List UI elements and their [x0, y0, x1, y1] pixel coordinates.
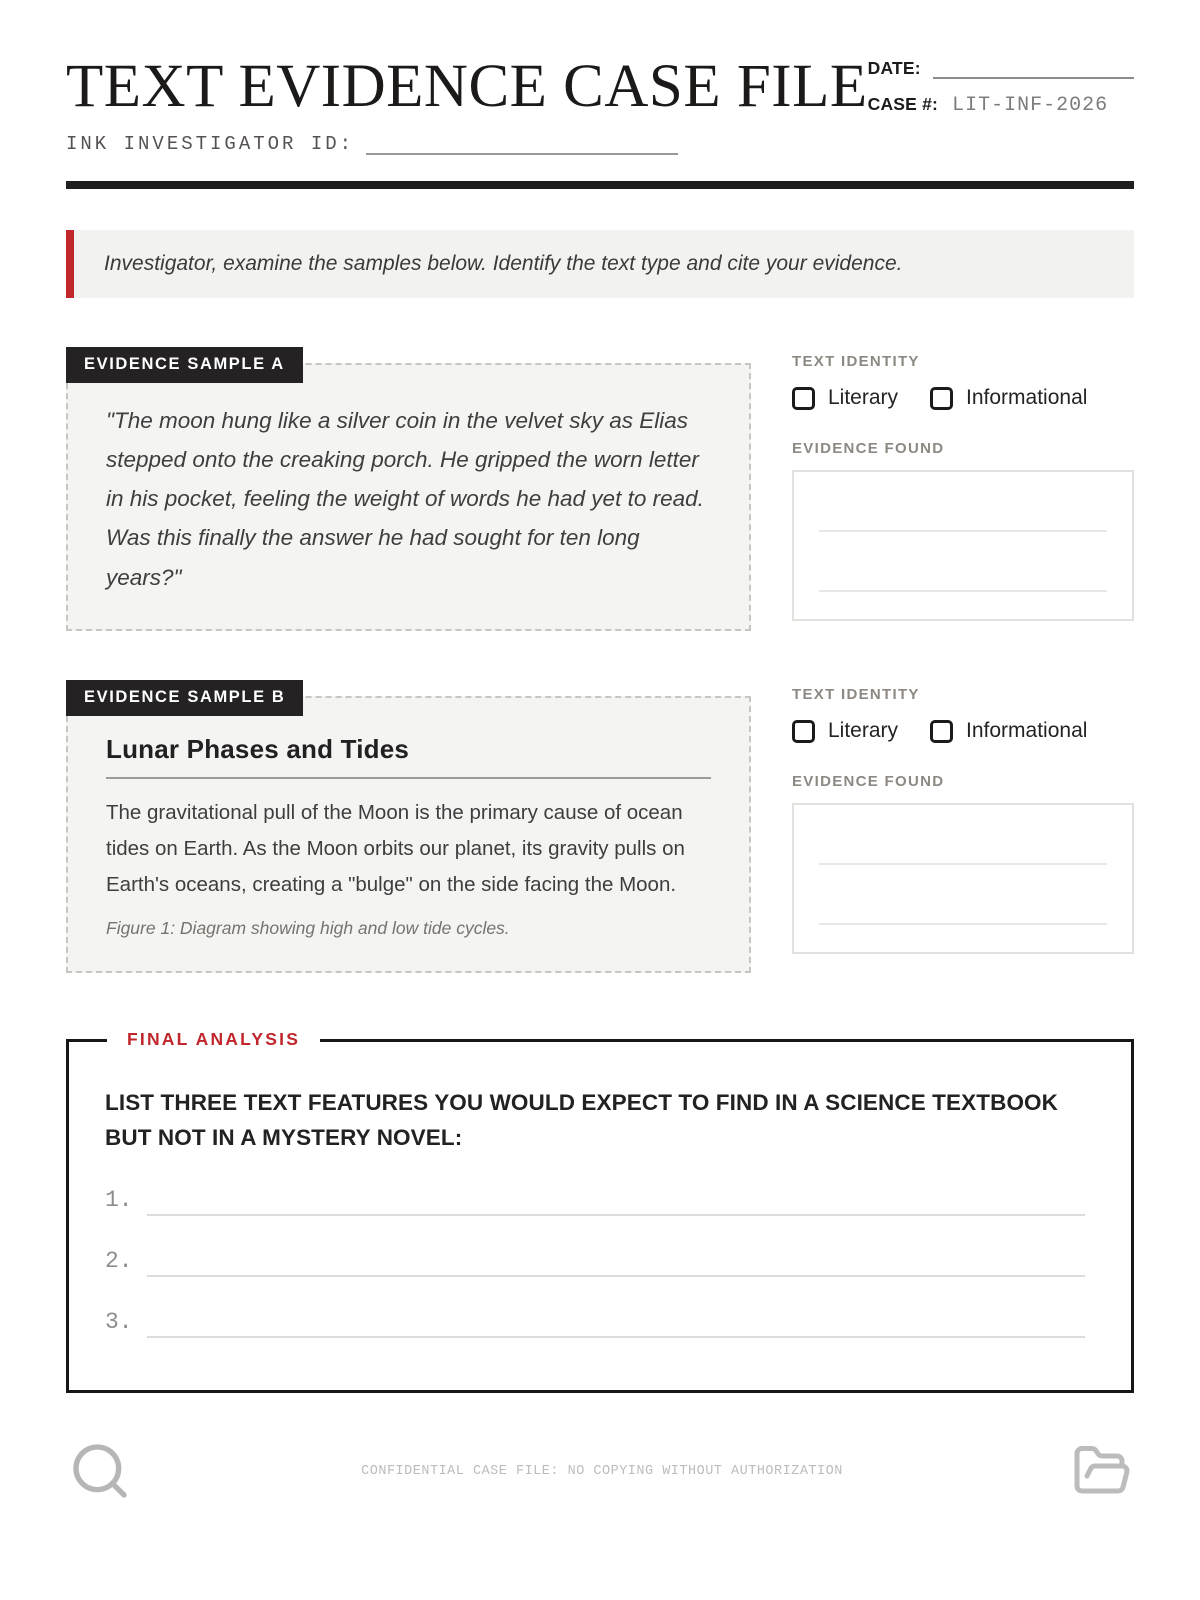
heading-rule	[106, 777, 711, 779]
sample-a-identity-options	[792, 386, 1134, 410]
answer-number: 1.	[105, 1187, 133, 1214]
sample-b-identity-options	[792, 719, 1134, 743]
sample-b-box	[66, 688, 751, 973]
checkbox-icon[interactable]	[792, 720, 815, 743]
date-field[interactable]	[933, 61, 1134, 79]
header-meta	[868, 56, 1134, 128]
case-number-row	[868, 92, 1134, 115]
writing-line	[819, 472, 1107, 532]
writing-line	[819, 865, 1107, 925]
sample-b-heading: Lunar Phases and Tides	[106, 734, 410, 764]
page-footer	[66, 1439, 1134, 1503]
sample-a-tab: EVIDENCE SAMPLE A	[66, 347, 303, 383]
sample-b-body-text: The gravitational pull of the Moon is the primary cause of ocean tides on Earth. As the Moon orbits our planet, its gravity pulls on Earth's oceans, creating a "bulge" on the side facing the Moon.	[106, 801, 685, 896]
final-analysis-section	[66, 1028, 1134, 1394]
checkbox-icon[interactable]	[930, 387, 953, 410]
checkbox-icon[interactable]	[930, 720, 953, 743]
evidence-found-label: EVIDENCE FOUND	[792, 773, 945, 790]
evidence-sample-b-section	[66, 680, 1134, 973]
sample-a-quote-text: "The moon hung like a silver coin in the velvet sky as Elias stepped onto the creaking porch. He gripped the worn letter in his pocket, feeling the weight of words he had yet to read. Was this finally the answer he had sought for ten long years?"	[106, 408, 704, 590]
evidence-found-label: EVIDENCE FOUND	[792, 440, 945, 457]
confidential-notice: CONFIDENTIAL CASE FILE: NO COPYING WITHOUT AUTHORIZATION	[361, 1463, 843, 1479]
answer-line-3[interactable]	[147, 1314, 1085, 1338]
sample-b-left-column	[66, 680, 751, 973]
answer-number: 3.	[105, 1309, 133, 1336]
final-analysis-prompt: LIST THREE TEXT FEATURES YOU WOULD EXPECT TO FIND IN A SCIENCE TEXTBOOK BUT NOT IN A MYSTERY NOVEL:	[105, 1089, 1058, 1150]
answer-row-2	[105, 1248, 1095, 1277]
header-left	[66, 53, 868, 155]
magnifying-glass-icon	[68, 1439, 132, 1503]
answer-number: 2.	[105, 1248, 133, 1275]
option-label: Informational	[966, 719, 1088, 742]
answer-line-2[interactable]	[147, 1253, 1085, 1277]
checkbox-icon[interactable]	[792, 387, 815, 410]
investigator-id-field[interactable]	[366, 135, 678, 155]
text-identity-label: TEXT IDENTITY	[792, 353, 920, 370]
sample-b-figure-caption: Figure 1: Diagram showing high and low tide cycles.	[106, 917, 510, 938]
header-divider	[66, 181, 1134, 189]
date-row	[868, 58, 1134, 79]
writing-line	[819, 532, 1107, 592]
sample-b-evidence-found-box[interactable]	[792, 803, 1134, 954]
sample-b-informational-option[interactable]	[930, 719, 1087, 743]
case-number-value: LIT-INF-2026	[952, 94, 1109, 117]
option-label: Literary	[828, 386, 899, 409]
sample-a-box	[66, 355, 751, 631]
sample-b-tab: EVIDENCE SAMPLE B	[66, 680, 303, 716]
investigator-id-label: INK INVESTIGATOR ID:	[66, 133, 355, 155]
final-analysis-legend: FINAL ANALYSIS	[107, 1029, 320, 1050]
instruction-banner: Investigator, examine the samples below. Identify the text type and cite your evidence.	[66, 230, 1134, 298]
answer-line-1[interactable]	[147, 1192, 1085, 1216]
open-folder-icon	[1072, 1441, 1132, 1501]
sample-b-right-column	[792, 680, 1134, 973]
sample-b-literary-option[interactable]	[792, 719, 898, 743]
answer-row-1	[105, 1187, 1095, 1216]
investigator-id-row	[66, 133, 868, 155]
sample-a-literary-option[interactable]	[792, 386, 898, 410]
worksheet-page	[66, 0, 1134, 1503]
case-number-label: CASE #:	[867, 94, 939, 114]
sample-a-evidence-found-box[interactable]	[792, 470, 1134, 621]
option-label: Literary	[828, 719, 899, 742]
answer-row-3	[105, 1309, 1095, 1338]
sample-a-right-column	[792, 347, 1134, 631]
page-title: TEXT EVIDENCE CASE FILE	[66, 53, 868, 120]
sample-a-left-column	[66, 347, 751, 631]
writing-line	[819, 805, 1107, 865]
evidence-sample-a-section	[66, 347, 1134, 631]
sample-a-informational-option[interactable]	[930, 386, 1087, 410]
text-identity-label: TEXT IDENTITY	[792, 686, 920, 703]
date-label: DATE:	[867, 58, 921, 78]
page-header	[66, 53, 1134, 155]
option-label: Informational	[966, 386, 1088, 409]
